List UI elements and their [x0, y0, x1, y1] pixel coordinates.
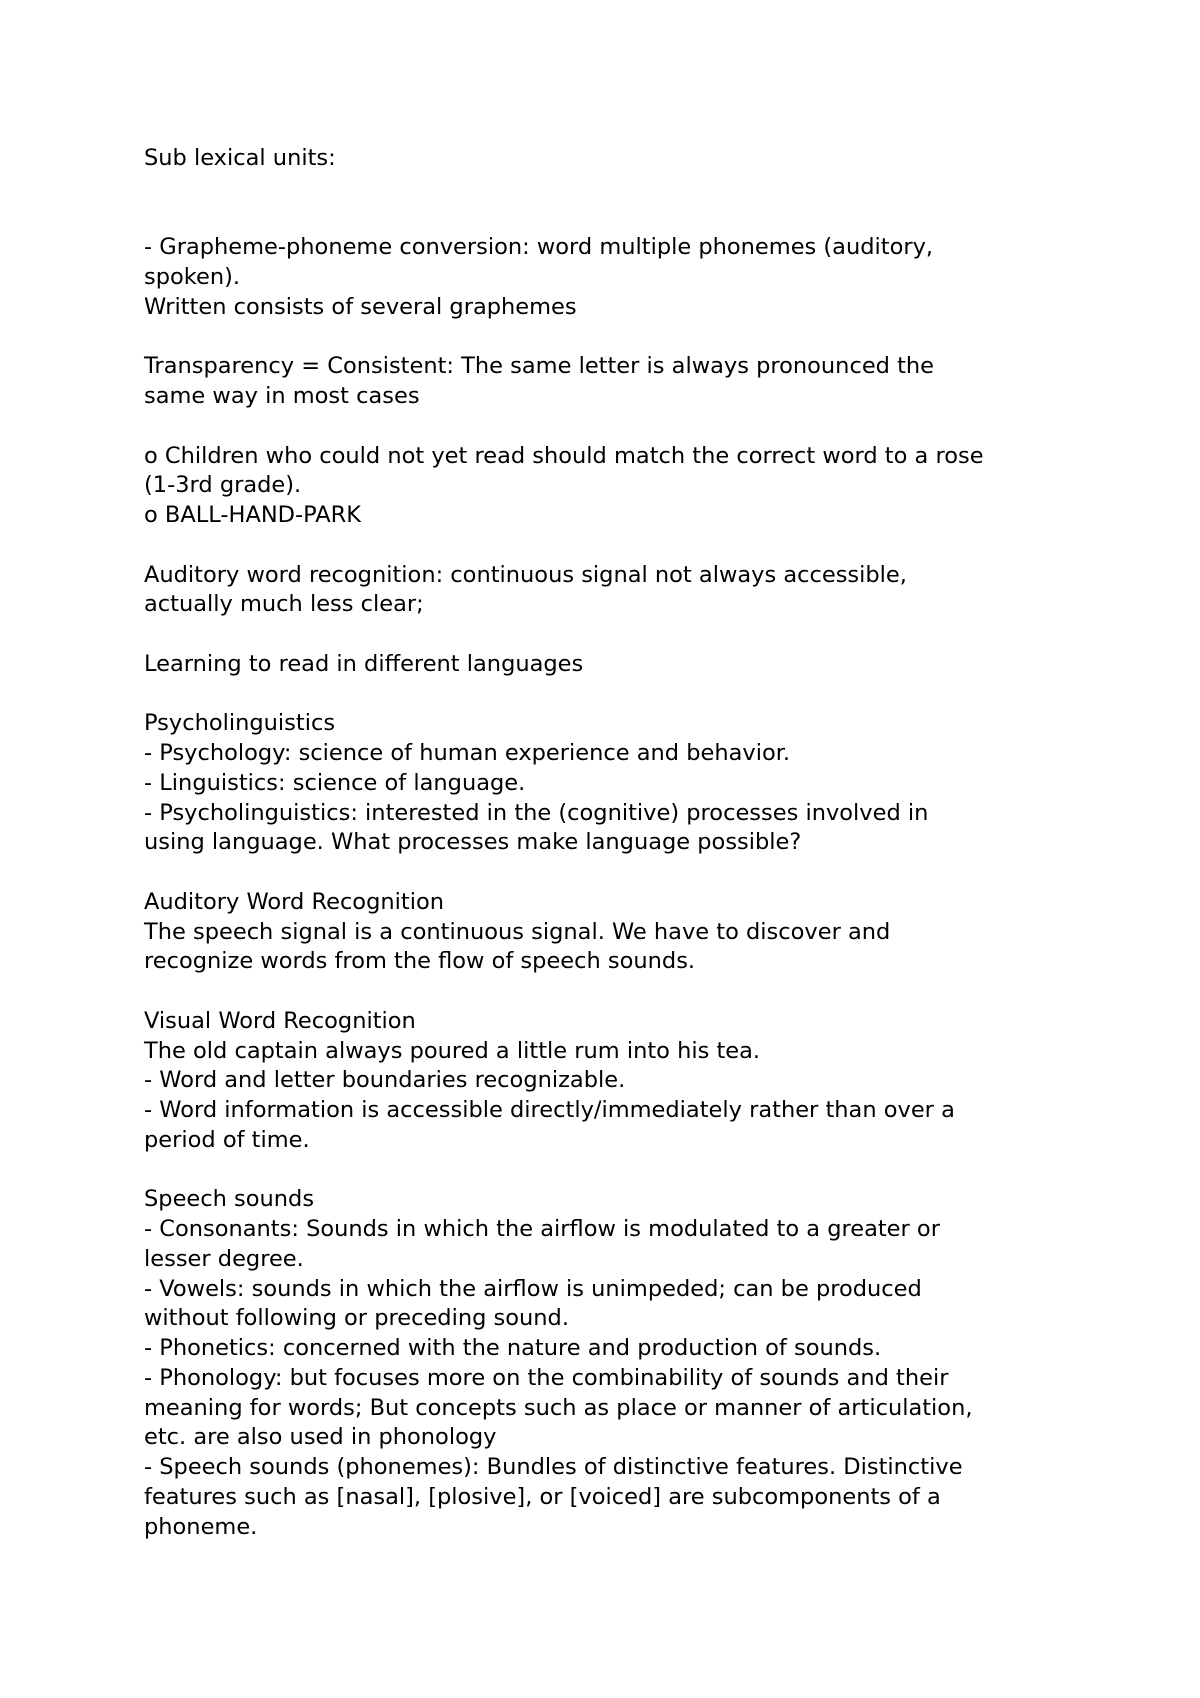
- text-line: without following or preceding sound.: [144, 1305, 569, 1332]
- text-line: o Children who could not yet read should match the correct word to a rose: [144, 442, 984, 469]
- blank-line: [144, 620, 1074, 650]
- blank-line: [144, 531, 1074, 561]
- text-line: - Consonants: Sounds in which the airflow is modulated to a greater or: [144, 1216, 940, 1242]
- text-line: etc. are also used in phonology: [144, 1424, 497, 1451]
- text-line: The speech signal is a continuous signal. We have to discover and: [144, 918, 891, 945]
- text-line: same way in most cases: [144, 383, 420, 409]
- text-line: - Word and letter boundaries recognizable.: [144, 1067, 626, 1094]
- heading-psycholinguistics: Psycholinguistics: [144, 710, 336, 737]
- text-line: o BALL-HAND-PARK: [144, 502, 362, 528]
- text-line: Written consists of several graphemes: [144, 293, 577, 320]
- text-line: Transparency = Consistent: The same letter is always pronounced the: [144, 353, 935, 380]
- text-line: spoken).: [144, 264, 241, 290]
- blank-line: [144, 204, 1074, 234]
- text-line: - Word information is accessible directly/immediately rather than over a: [144, 1097, 955, 1123]
- text-line: phoneme.: [144, 1513, 258, 1540]
- heading-sub-lexical-units: Sub lexical units:: [144, 145, 336, 171]
- heading-auditory-word-recognition: Auditory Word Recognition: [144, 888, 444, 915]
- blank-line: [144, 323, 1074, 353]
- text-line: (1-3rd grade).: [144, 472, 302, 499]
- blank-line: [144, 680, 1074, 710]
- text-line: The old captain always poured a little rum into his tea.: [144, 1037, 761, 1064]
- text-line: meaning for words; But concepts such as place or manner of articulation,: [144, 1394, 973, 1421]
- heading-speech-sounds: Speech sounds: [144, 1186, 315, 1213]
- heading-visual-word-recognition: Visual Word Recognition: [144, 1007, 416, 1034]
- blank-line: [144, 1156, 1074, 1186]
- text-line: - Psychology: science of human experience and behavior.: [144, 740, 791, 766]
- text-line: - Vowels: sounds in which the airflow is unimpeded; can be produced: [144, 1275, 922, 1302]
- text-line: actually much less clear;: [144, 591, 424, 618]
- text-line: - Phonology: but focuses more on the combinability of sounds and their: [144, 1364, 949, 1391]
- text-line: - Speech sounds (phonemes): Bundles of distinctive features. Distinctive: [144, 1454, 963, 1480]
- text-line: - Phonetics: concerned with the nature and production of sounds.: [144, 1335, 882, 1361]
- text-line: recognize words from the flow of speech sounds.: [144, 948, 696, 975]
- blank-line: [144, 412, 1074, 442]
- text-line: Auditory word recognition: continuous signal not always accessible,: [144, 561, 907, 588]
- blank-line: [144, 858, 1074, 888]
- text-line: - Linguistics: science of language.: [144, 769, 526, 796]
- heading-learning-to-read: Learning to read in different languages: [144, 650, 584, 677]
- blank-line: [144, 174, 1074, 204]
- text-line: features such as [nasal], [plosive], or [voiced] are subcomponents of a: [144, 1483, 941, 1510]
- text-line: - Psycholinguistics: interested in the (cognitive) processes involved in: [144, 799, 929, 826]
- text-line: - Grapheme-phoneme conversion: word multiple phonemes (auditory,: [144, 234, 934, 261]
- text-line: using language. What processes make language possible?: [144, 829, 802, 856]
- document-body: [144, 144, 1074, 1542]
- text-line: period of time.: [144, 1126, 310, 1153]
- blank-line: [144, 977, 1074, 1007]
- text-line: lesser degree.: [144, 1245, 304, 1272]
